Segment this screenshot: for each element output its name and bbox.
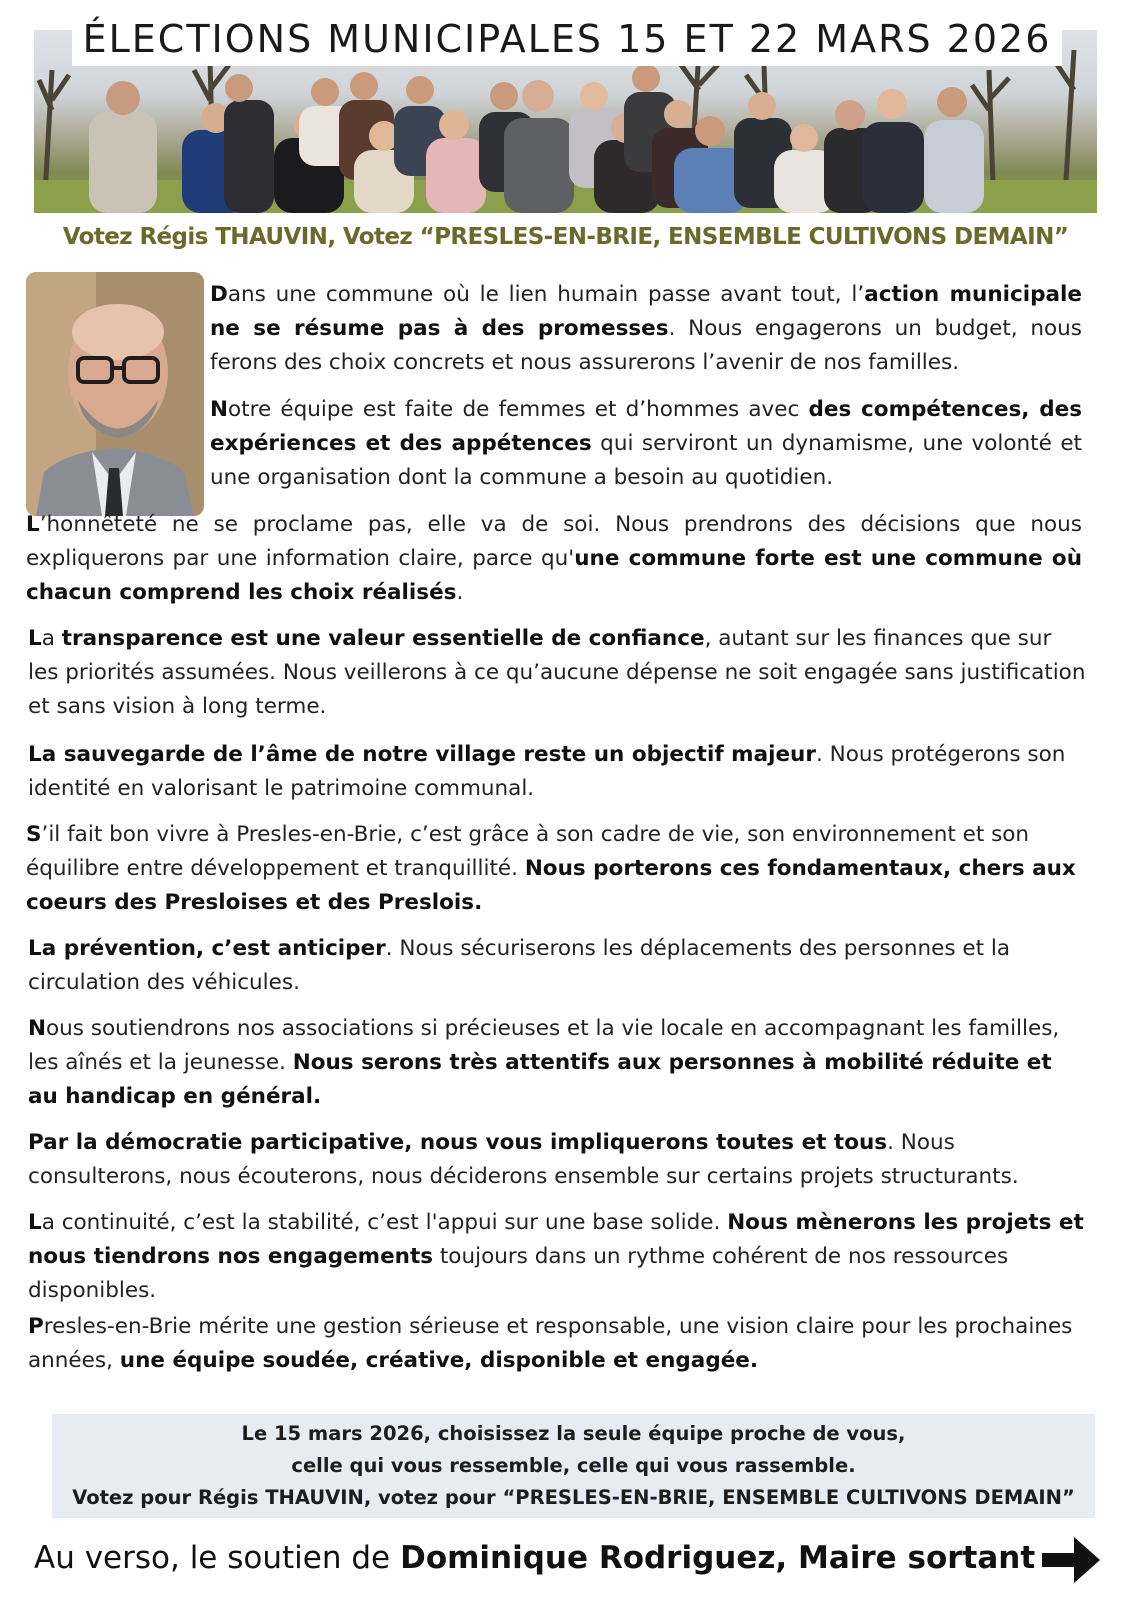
footer-lead: Au verso, le soutien de — [34, 1540, 391, 1576]
candidate-photo — [26, 272, 204, 516]
paragraph-prevention: La prévention, c’est anticiper. Nous sécuriserons les déplacements des personnes et la circulation des véhicules. — [28, 936, 1010, 995]
callout-line-3: Votez pour Régis THAUVIN, votez pour “PRESLES-EN-BRIE, ENSEMBLE CULTIVONS DEMAIN” — [72, 1486, 1075, 1509]
paragraph-associations: Nous soutiendrons nos associations si précieuses et la vie locale en accompagnant les familles, les aînés et la jeunesse. Nous serons très attentifs aux personnes à mobilité réduite et au handicap en général. — [28, 1016, 1060, 1109]
paragraph-continuite: La continuité, c’est la stabilité, c’est l'appui sur une base solide. Nous mènerons les projets et nous tiendrons nos engagements toujours dans un rythme cohérent de nos ressources disponibles. — [28, 1210, 1084, 1303]
page-title: ÉLECTIONS MUNICIPALES 15 ET 22 MARS 2026 — [72, 12, 1062, 66]
slogan: Votez Régis THAUVIN, Votez “PRESLES-EN-BRIE, ENSEMBLE CULTIVONS DEMAIN” — [62, 224, 1069, 250]
vote-callout — [52, 1414, 1095, 1518]
footer-name: Dominique Rodriguez, Maire sortant — [400, 1540, 1036, 1576]
paragraph-transparence: La transparence est une valeur essentielle de confiance, autant sur les finances que sur les priorités assumées. Nous veillerons à ce qu’aucune dépense ne soit engagée sans justification et sans vision à long terme. — [28, 626, 1086, 719]
paragraph-cadre-de-vie: S’il fait bon vivre à Presles-en-Brie, c’est grâce à son cadre de vie, son environnement et son équilibre entre développement et tranquillité. Nous porterons ces fondamentaux, chers aux coeurs des Presloises et des Preslois. — [26, 822, 1076, 915]
candidate-portrait — [26, 272, 204, 516]
paragraph-action-municipale: Dans une commune où le lien humain passe avant tout, l’action municipale ne se résume pas à des promesses. Nous engagerons un budget, nous ferons des choix concrets et nous assurerons l’avenir de nos familles. — [210, 282, 1083, 375]
paragraph-conclusion: Presles-en-Brie mérite une gestion sérieuse et responsable, une vision claire pour les prochaines années, une équipe soudée, créative, disponible et engagée. — [28, 1314, 1073, 1373]
footer-verso — [34, 1530, 1114, 1586]
paragraph-democratie: Par la démocratie participative, nous vous impliquerons toutes et tous. Nous consulterons, nous écouterons, nous déciderons ensemble sur certains projets structurants. — [28, 1130, 1019, 1189]
paragraph-sauvegarde: La sauvegarde de l’âme de notre village reste un objectif majeur. Nous protégerons son identité en valorisant le patrimoine communal. — [28, 742, 1066, 801]
right-arrow-icon — [1040, 1533, 1102, 1587]
paragraph-equipe: Notre équipe est faite de femmes et d’hommes avec des compétences, des expériences et des appétences qui serviront un dynamisme, une volonté et une organisation dont la commune a besoin au quotidien. — [210, 397, 1082, 490]
paragraph-honnetete: L’honnêteté ne se proclame pas, elle va de soi. Nous prendrons des décisions que nous expliquerons par une information claire, parce qu'une commune forte est une commune où chacun comprend les choix réalisés. — [26, 512, 1083, 605]
callout-line-1: Le 15 mars 2026, choisissez la seule équipe proche de vous, — [241, 1422, 906, 1445]
callout-line-2: celle qui vous ressemble, celle qui vous rassemble. — [291, 1454, 856, 1477]
